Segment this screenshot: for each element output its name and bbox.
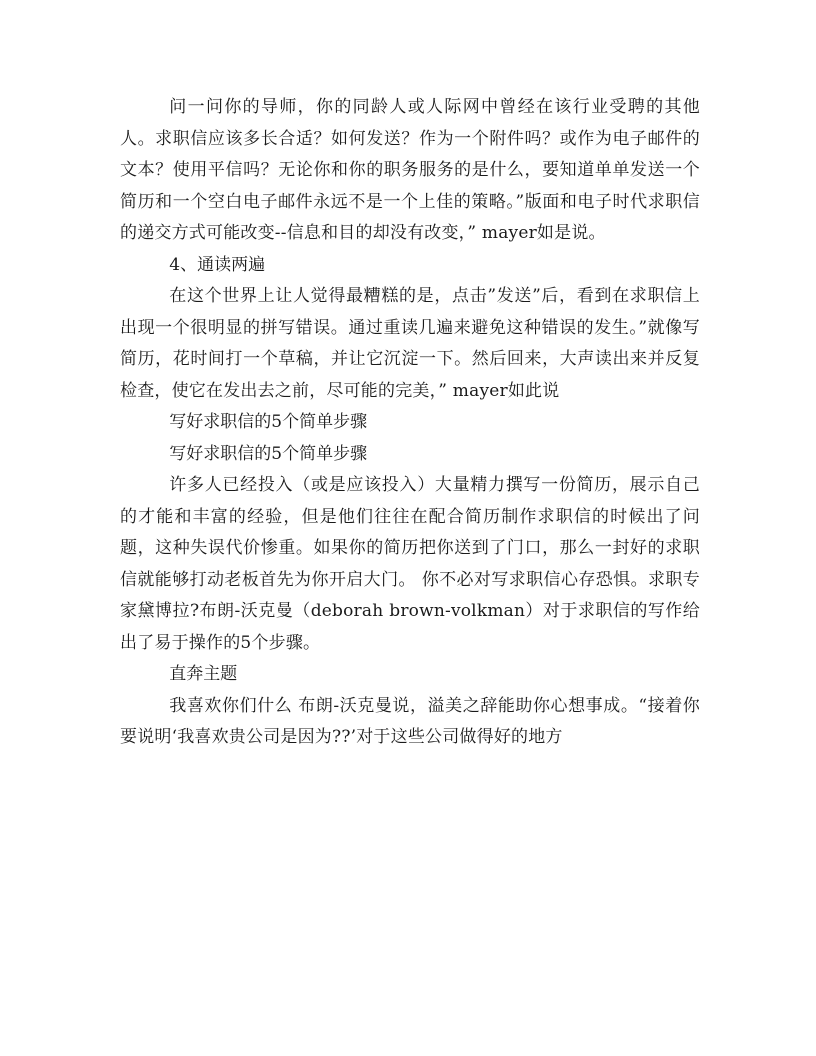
paragraph-cover-letter-intro: 许多人已经投入（或是应该投入）大量精力撰写一份简历，展示自己的才能和丰富的经验，但是他们往往在配合简历制作求职信的时候出了问题，这种失误代价惨重。如果你的简历把你送到了门口，那么一封好的求职信就能够打动老板首先为你开启大门。 你不必对写求职信心存恐惧。求职专家黛博拉?布朗-沃克曼（deborah brown-volkman）对于求职信的写作给出了易于操作的5个步骤。	[120, 475, 700, 653]
paragraph-spelling-errors: 在这个世界上让人觉得最糟糕的是，点击”发送”后，看到在求职信上出现一个很明显的拼写错误。通过重读几遍来避免这种错误的发生。”就像写简历，花时间打一个草稿，并让它沉淀一下。然后回来，大声读出来并反复检查，使它在发出去之前，尽可能的完美，” mayer如此说	[120, 286, 700, 401]
paragraph-ask-mentor: 问一问你的导师，你的同龄人或人际网中曾经在该行业受聘的其他人。求职信应该多长合适？如何发送？作为一个附件吗？或作为电子邮件的文本？使用平信吗？无论你和你的职务服务的是什么，要知道单单发送一个简历和一个空白电子邮件永远不是一个上佳的策略。”版面和电子时代求职信的递交方式可能改变--信息和目的却没有改变，” mayer如是说。	[120, 97, 700, 243]
section-heading-read-twice: 4、通读两遍	[169, 254, 266, 275]
paragraph-compliments: 我喜欢你们什么 布朗-沃克曼说，溢美之辞能助你心想事成。“接着你要说明‘我喜欢贵公司是因为??’对于这些公司做得好的地方	[120, 695, 700, 747]
document-page	[120, 92, 700, 754]
section-heading-five-steps: 写好求职信的5个简单步骤	[169, 412, 368, 432]
section-heading-get-to-point: 直奔主题	[169, 664, 238, 684]
section-heading-five-steps-repeat: 写好求职信的5个简单步骤	[169, 443, 368, 464]
